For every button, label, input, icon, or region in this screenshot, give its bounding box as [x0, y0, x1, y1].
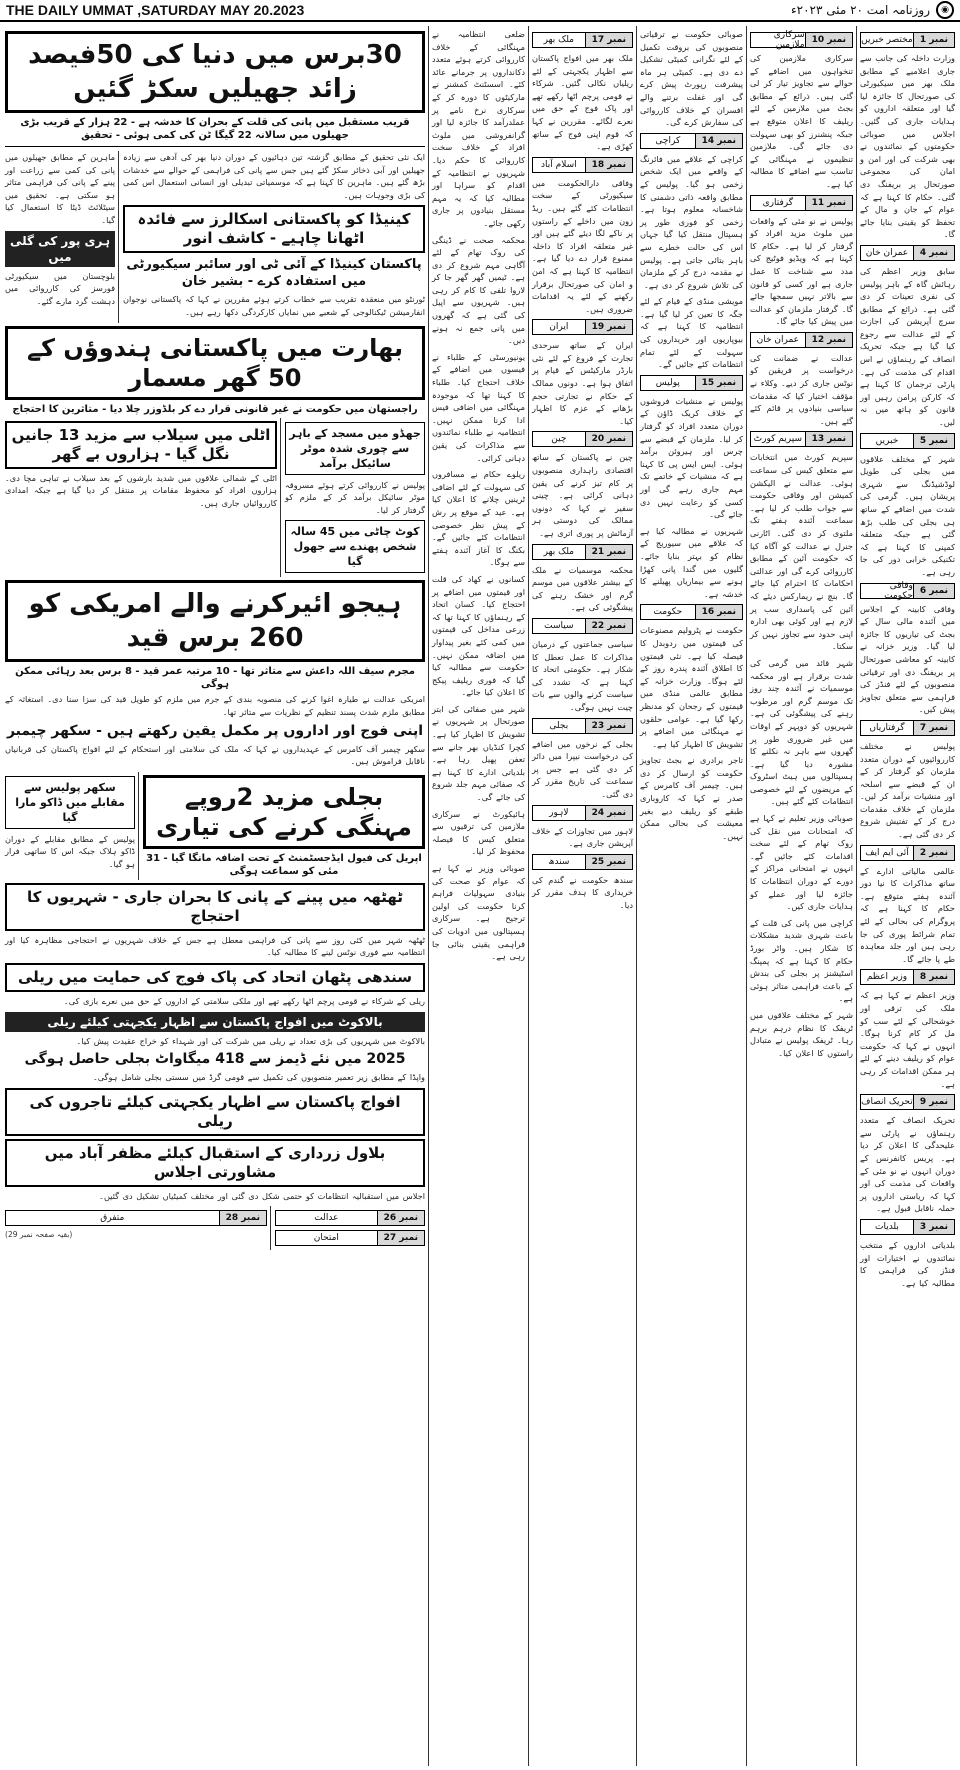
feature-row-2	[5, 418, 425, 578]
article-text: سرکاری ملازمین کی تنخواہوں میں اضافے کے حوالے سے تجاویز تیار کر لی گئی ہیں۔ ذرائع کے مطابق بجٹ میں ملازمین کے لئے ریلیف کا اعلان متوقع ہے جبکہ پنشنرز کو بھی سہولت دی جائے گی۔ ملازمین تنظیموں نے مہنگائی کے تناسب سے اضافے کا مطالبہ کیا ہے۔	[750, 53, 853, 189]
masthead-urdu-text: روزنامہ امت ۲۰ مئی ۲۰۲۳ء	[790, 3, 930, 17]
box-column	[285, 418, 425, 578]
army-headline: اپنی فوج اور اداروں پر مکمل یقین رکھتے ہیں - سکھر چیمبر	[6, 722, 424, 739]
article-text: تحریک انصاف کے متعدد رہنماؤں نے پارٹی سے علیحدگی کا اعلان کر دیا ہے۔ پریس کانفرنس کے دوران انہوں نے نو مئی کے واقعات کی مذمت کی اور کہا کہ ریاستی اداروں پر حملہ ناقابل قبول ہے۔	[860, 1115, 955, 1214]
india-headline: بھارت میں پاکستانی ہندوؤں کے 50 گھر مسمار	[5, 326, 425, 400]
article-text: سپریم کورٹ میں انتخابات سے متعلق کیس کی سماعت ہوئی۔ عدالت نے الیکشن کمیشن اور وفاقی حکومت سے جواب طلب کر لیا ہے۔ سماعت آئندہ ہفتے تک ملتوی کر دی گئی۔ اٹارنی جنرل نے عدالت کو آگاہ کیا کہ حکومت آئین کے مطابق کارروائی کرے گی اور عدالتی احکامات کا احترام کیا جائے گا۔ بنچ نے ریمارکس دیئے کہ آئین کی پاسداری سب پر لازم ہے اور کوئی بھی ادارہ اپنی حدود سے تجاوز نہیں کر سکتا۔	[750, 452, 853, 652]
news-box: کوٹ چاٹی میں 45 سالہ شخص پھندے سے جھول گیا	[285, 520, 425, 573]
article-text: لاہور میں تجاوزات کے خلاف آپریشن جاری ہے۔	[532, 825, 633, 849]
page-tag: نمبر 26 عدالت	[275, 1210, 425, 1226]
power-subheadline: اپریل کی فیول ایڈجسٹمنٹ کے تحت اضافہ مانگا گیا - 31 مئی کو سماعت ہوگی	[146, 852, 422, 877]
article-text: امریکی عدالت نے طیارہ اغوا کرنے کی منصوبہ بندی کے جرم میں ملزم کو طویل قید کی سزا سنا دی۔ استغاثہ کے مطابق ملزم شدت پسند تنظیم کے نظریات سے متاثر تھا۔	[5, 694, 425, 717]
feature-row-3	[5, 772, 425, 880]
page-tag: نمبر 23 بجلی	[532, 718, 633, 734]
feature-right-block	[5, 151, 119, 323]
page-tag: نمبر 10 سرکاری ملازمین	[750, 32, 853, 48]
article-text: پولیس نے منشیات فروشوں کے خلاف کریک ڈاؤن کے دوران متعدد افراد کو گرفتار کر لیا۔ ملزمان کے قبضے سے چرس اور ہیروئن برآمد ہوئی۔ ایس ایس پی کا کہنا ہے کہ منشیات کے خاتمے تک مہم جاری رہے گی اور کسی کو رعایت نہیں دی جائے گی۔	[640, 395, 743, 520]
article-text: ریلی کے شرکاء نے قومی پرچم اٹھا رکھے تھے اور ملکی سلامتی کے اداروں کے حق میں نعرے بازی کی۔	[63, 995, 425, 1006]
india-subheadline: راجستھان میں حکومت نے غیر قانونی قرار دے کر بلڈوزر چلا دیا - متاثرین کا احتجاج	[12, 403, 418, 415]
article-text: پولیس نے کارروائی کرتے ہوئے مسروقہ موٹر سائیکل برآمد کر کے ملزم کو گرفتار کر لیا۔	[285, 479, 425, 515]
column-news-d	[428, 26, 528, 1766]
dams-headline: 2025 میں نئے ڈیمز سے 418 میگاواٹ بجلی حاصل ہوگی	[24, 1051, 406, 1068]
page-tag: نمبر 2 آئی ایم ایف	[860, 845, 955, 861]
page-tag: نمبر 24 لاہور	[532, 805, 633, 821]
page-tag: نمبر 22 سیاست	[532, 618, 633, 634]
page-tag: نمبر 3 بلدیات	[860, 1219, 955, 1235]
page-tag: نمبر 1 مختصر خبریں	[860, 32, 955, 48]
newspaper-page	[2, 26, 958, 1766]
headline-inverse: ہری پور کی گلی میں	[5, 231, 115, 267]
page-tag: نمبر 14 کراچی	[640, 133, 743, 149]
page-tag: نمبر 18 اسلام آباد	[532, 157, 633, 173]
article-text: شہر قائد میں گرمی کی شدت برقرار ہے اور محکمہ موسمیات نے آئندہ چند روز تک موسم گرم اور مرطوب رہنے کی پیشگوئی کی ہے۔ شہریوں کو دوپہر کے اوقات میں غیر ضروری طور پر گھروں سے باہر نہ نکلنے کا مشورہ دیا گیا ہے۔ ہسپتالوں میں ہیٹ اسٹروک کے مریضوں کے لئے خصوصی انتظامات کئے گئے ہیں۔	[750, 657, 853, 807]
article-text: حکومت نے پٹرولیم مصنوعات کی قیمتوں میں ردوبدل کا فیصلہ کیا ہے۔ نئی قیمتوں کا اطلاق آئندہ پندرہ روز کے لئے ہوگا۔ وزارت خزانہ کے مطابق عالمی منڈی میں قیمتوں کے رجحان کو مدنظر رکھا گیا ہے۔ عوامی حلقوں نے مہنگائی میں اضافے پر تشویش کا اظہار کیا ہے۔	[640, 625, 743, 749]
page-tag: نمبر 7 گرفتاریاں	[860, 720, 955, 736]
page-tag: نمبر 19 ایران	[532, 319, 633, 335]
article-text: ماہرین کے مطابق جھیلوں میں پانی کی کمی سے زراعت اور پینے کے پانی کی فراہمی متاثر ہو سکتی ہے۔ تحقیق میں سیٹلائٹ ڈیٹا کا استعمال کیا گیا۔	[5, 152, 115, 225]
column-page-index	[856, 26, 958, 1766]
masthead-english-title: THE DAILY UMMAT ,SATURDAY MAY 20.2023	[6, 2, 305, 18]
masthead	[0, 0, 960, 22]
article-text: اٹلی کے شمالی علاقوں میں شدید بارشوں کے بعد سیلاب نے تباہی مچا دی۔ ہزاروں افراد کو محفوظ مقامات پر منتقل کر دیا گیا ہے جبکہ امدادی کارروائیاں جاری ہیں۔	[5, 472, 277, 508]
article-text: بلدیاتی اداروں کے منتخب نمائندوں نے اختیارات اور فنڈز کی فراہمی کا مطالبہ کیا ہے۔	[860, 1239, 955, 1288]
page-tag: نمبر 27 امتحان	[275, 1230, 425, 1246]
masthead-urdu-date	[791, 1, 954, 19]
page-tag: نمبر 28 متفرق	[5, 1210, 267, 1226]
article-text: کسانوں نے کھاد کی قلت اور قیمتوں میں اضافے پر احتجاج کیا۔ کسان اتحاد کے رہنماؤں کا کہنا تھا کہ زرعی مداخل کی قیمتوں میں کمی کئے بغیر پیداوار میں اضافہ ممکن نہیں۔ حکومت سے مطالبہ کیا گیا کہ فوری ریلیف پیکج کا اعلان کیا جائے۔	[432, 573, 525, 698]
headline-box: اٹلی میں سیلاب سے مزید 13 جانیں نگل گیا - ہزاروں بے گھر	[5, 421, 277, 469]
article-text: پولیس نے مختلف کارروائیوں کے دوران متعدد ملزمان کو گرفتار کر کے ان کے قبضے سے اسلحہ اور منشیات برآمد کر لیں۔ ملزمان کے خلاف مقدمات درج کر کے تفتیش شروع کر دی گئی ہے۔	[860, 740, 955, 840]
column-news-c	[528, 26, 636, 1766]
feature-left-block	[123, 151, 425, 323]
newspaper-logo-icon: ◉	[936, 1, 954, 19]
article-text: شہر کے مختلف علاقوں میں بجلی کی طویل لوڈشیڈنگ سے شہری پریشان ہیں۔ گرمی کی شدت میں اضافے کے ساتھ ہی بجلی کی طلب بڑھ گئی ہے جبکہ متعلقہ کمپنی کا کہنا ہے کہ تکنیکی خرابی دور کی جا رہی ہے۔	[860, 453, 955, 577]
article-text: بالاکوٹ میں شہریوں کی بڑی تعداد نے ریلی میں شرکت کی اور شہداء کو خراج عقیدت پیش کیا۔	[76, 1035, 425, 1046]
article-text: پولیس کے مطابق مقابلے کے دوران ڈاکو ہلاک جبکہ اس کا ساتھی فرار ہو گیا۔	[5, 833, 135, 869]
flood-block	[5, 418, 281, 578]
hijack-subheadline: مجرم سیف اللہ داعش سے متاثر تھا - 10 مرتبہ عمر قید - 8 برس بعد رہائی ممکن ہوگی	[15, 666, 415, 691]
article-text: صوبائی وزیر تعلیم نے کہا ہے کہ امتحانات میں نقل کی روک تھام کے لئے سخت اقدامات کئے جائیں گے۔ انہوں نے امتحانی مراکز کے دورے کے دوران انتظامات کا جائزہ لیا اور عملے کو ہدایات جاری کیں۔	[750, 813, 853, 912]
article-text: تاجر برادری نے بجٹ تجاویز حکومت کو ارسال کر دی ہیں۔ چیمبر آف کامرس کے صدر نے کہا کہ کاروباری طبقے کو ریلیف دیے بغیر معیشت کی بحالی ممکن نہیں۔	[640, 755, 743, 841]
article-text: ٹھٹھہ شہر میں کئی روز سے پانی کی فراہمی معطل ہے جس کے خلاف شہریوں نے احتجاجی مظاہرہ کیا اور انتظامیہ سے فوری نوٹس لینے کا مطالبہ کیا۔	[5, 934, 425, 958]
article-text: سندھ حکومت نے گندم کی خریداری کا ہدف مقرر کر دیا۔	[532, 874, 633, 910]
headline: پاکستان کینیڈا کے آئی ٹی اور سائبر سیکیورٹی میں استفادہ کرے - بشیر خان	[126, 257, 422, 290]
hijack-headline: ہیجو ائیرکرنے والے امریکی کو 260 برس قید	[5, 580, 425, 662]
page-tag: نمبر 12 عمران خان	[750, 332, 853, 348]
headline-box: ٹھٹھہ میں پینے کے پانی کا بحران جاری - شہریوں کا احتجاج	[5, 883, 425, 931]
divider	[5, 146, 425, 147]
article-text: واپڈا کے مطابق زیر تعمیر منصوبوں کی تکمیل سے قومی گرڈ میں سستی بجلی شامل ہوگی۔	[92, 1072, 425, 1083]
article-text: محکمہ صحت نے ڈینگی کی روک تھام کے لئے آگاہی مہم شروع کر دی ہے۔ ٹیمیں گھر گھر جا کر لاروا تلفی کا کام کر رہی ہیں۔ شہریوں سے اپیل کی گئی ہے کہ گھروں میں پانی جمع نہ ہونے دیں۔	[432, 234, 525, 346]
column-news-a	[746, 26, 856, 1766]
tag-column	[275, 1206, 425, 1250]
feature-area	[2, 26, 428, 1766]
article-text: بلوچستان میں سیکیورٹی فورسز کی کارروائی میں دہشت گرد مارے گئے۔	[5, 270, 115, 306]
article-text: عدالت نے ضمانت کی درخواست پر فریقین کو نوٹس جاری کر دیے۔ وکلاء نے مؤقف اختیار کیا کہ مقدمات سیاسی بنیادوں پر قائم کئے گئے ہیں۔	[750, 352, 853, 426]
article-text: وزارت داخلہ کی جانب سے جاری اعلامیے کے مطابق ملک بھر میں سیکیورٹی کی صورتحال کا جائزہ لیا گیا اور متعلقہ اداروں کو ہدایات جاری کی گئیں۔ اجلاس میں صوبائی حکومتوں کے نمائندوں نے بھی شرکت کی اور امن و امان کی مجموعی صورتحال پر بریفنگ دی گئی۔ حکام کا کہنا ہے کہ عوام کے جان و مال کے تحفظ کو یقینی بنایا جائے گا۔	[860, 53, 955, 240]
page-tag: نمبر 4 عمران خان	[860, 245, 955, 261]
article-text: سکھر چیمبر آف کامرس کے عہدیداروں نے کہا کہ ملک کی سلامتی اور استحکام کے لئے افواج پاکستان کی قربانیاں ناقابل فراموش ہیں۔	[5, 743, 425, 767]
headline-box: بلاول زرداری کے استقبال کیلئے مظفر آباد میں مشاورتی اجلاس	[5, 1139, 425, 1187]
article-text: سیاسی جماعتوں کے درمیان مذاکرات کا عمل تعطل کا شکار ہے۔ حکومتی اتحاد کا کہنا ہے کہ تشدد کی سیاست کرنے والوں سے بات چیت نہیں ہوگی۔	[532, 638, 633, 712]
headline-box: کینیڈا کو پاکستانی اسکالرز سے فائدہ اٹھانا چاہیے - کاشف انور	[123, 205, 425, 253]
column-news-b	[636, 26, 746, 1766]
police-box-block	[5, 772, 139, 880]
power-headline: بجلی مزید 2روپے مہنگی کرنے کی تیاری	[143, 775, 425, 849]
article-text: پولیس نے نو مئی کے واقعات میں ملوث مزید افراد کو گرفتار کر لیا ہے۔ حکام کا کہنا ہے کہ ویڈیو فوٹیج کی مدد سے شناخت کا عمل جاری ہے اور کسی کو قانون سے بالاتر نہیں سمجھا جائے گا۔ گرفتار ملزمان کو عدالت میں پیش کیا جائے گا۔	[750, 215, 853, 327]
article-text: کراچی کے علاقے میں فائرنگ کے واقعے میں ایک شخص زخمی ہو گیا۔ پولیس کے مطابق واقعہ ذاتی دشمنی کا شاخسانہ معلوم ہوتا ہے۔ زخمی کو فوری طور پر ہسپتال منتقل کیا گیا جہاں اس کی حالت خطرے سے باہر بتائی جاتی ہے۔ پولیس نے مقدمہ درج کر کے ملزمان کی تلاش شروع کر دی ہے۔	[640, 153, 743, 290]
lead-headline: 30برس میں دنیا کی 50فیصد زائد جھیلیں سکڑ گئیں	[5, 31, 425, 113]
continued-note: (بقیہ صفحہ نمبر 29)	[5, 1230, 73, 1240]
power-block	[143, 772, 425, 880]
page-tag: نمبر 9 تحریک انصاف	[860, 1094, 955, 1110]
lead-subheadline: قریب مستقبل میں پانی کی قلت کے بحران کا خدشہ ہے - 22 ہزار کے قریب بڑی جھیلوں میں سالانہ 22 گیگا ٹن کی کمی ہوئی - تحقیق	[20, 117, 410, 141]
page-tag: نمبر 16 حکومت	[640, 604, 743, 620]
news-box: سکھر پولیس سے مقابلے میں ڈاکو مارا گیا	[5, 776, 135, 829]
tag-column-2	[5, 1206, 271, 1250]
article-text: کراچی میں پانی کی قلت کے باعث شہری شدید مشکلات کا شکار ہیں۔ واٹر بورڈ حکام کا کہنا ہے کہ پمپنگ اسٹیشنز پر بجلی کی بندش کے باعث فراہمی متاثر ہوئی ہے۔	[750, 917, 853, 1004]
news-box: جھڈو میں مسجد کے باہر سے چوری شدہ موٹر سائیکل برآمد	[285, 422, 425, 475]
article-text: مویشی منڈی کے قیام کے لئے جگہ کا تعین کر لیا گیا ہے۔ انتظامیہ کا کہنا ہے کہ بیوپاریوں اور خریداروں کی سہولت کے لئے تمام انتظامات کئے جائیں گے۔	[640, 296, 743, 370]
page-tag: نمبر 20 چین	[532, 431, 633, 447]
article-text: ایک نئی تحقیق کے مطابق گزشتہ تین دہائیوں کے دوران دنیا بھر کی آدھی سے زیادہ جھیلیں اور آبی ذخائر سکڑ گئے ہیں جس سے پانی کی فراہمی کے حوالے سے خدشات بڑھ گئے ہیں۔ ماہرین کا کہنا ہے کہ موسمیاتی تبدیلی اور انسانی استعمال اس کمی کی بڑی وجوہات ہیں۔	[123, 152, 425, 200]
article-text: وفاقی دارالحکومت میں سیکیورٹی کے سخت انتظامات کئے گئے ہیں۔ ریڈ زون میں داخلے کے راستوں پر ناکے لگا دیئے گئے ہیں اور غیر متعلقہ افراد کا داخلہ ممنوع قرار دے دیا گیا ہے۔ انتظامیہ کا کہنا ہے کہ امن و امان کی صورتحال برقرار رکھنے کے لئے یہ اقدامات ضروری ہیں۔	[532, 177, 633, 314]
article-text: وفاقی کابینہ کے اجلاس میں آئندہ مالی سال کے بجٹ کی تیاریوں کا جائزہ لیا گیا۔ وزیر خزانہ نے کابینہ کو معاشی صورتحال پر بریفنگ دی اور ترقیاتی منصوبوں کے لئے فنڈز کی فراہمی سے متعلق تجاویز پیش کیں۔	[860, 603, 955, 715]
feature-row-4	[5, 1206, 425, 1250]
article-text: چین نے پاکستان کے ساتھ اقتصادی راہداری منصوبوں پر کام تیز کرنے کی یقین دہانی کرائی ہے۔ چینی سفیر نے کہا کہ دونوں ممالک کی دوستی ہر آزمائش پر پوری اتری ہے۔	[532, 452, 633, 538]
article-text: ایران کے ساتھ سرحدی تجارت کے فروغ کے لئے نئی بارڈر مارکیٹس کے قیام پر اتفاق ہوا ہے۔ دونوں ممالک کے حکام نے تجارتی حجم بڑھانے کے عزم کا اظہار کیا۔	[532, 340, 633, 426]
article-text: شہریوں نے مطالبہ کیا ہے کہ علاقے میں سیوریج کے نظام کو بہتر بنایا جائے۔ گلیوں میں گندا پانی کھڑا ہونے سے بیماریاں پھیلنے کا خدشہ ہے۔	[640, 525, 743, 599]
page-tag: نمبر 25 سندھ	[532, 854, 633, 870]
article-text: ضلعی انتظامیہ نے مہنگائی کے خلاف کارروائی کرتے ہوئے متعدد دکانداروں پر جرمانے عائد کئے۔ اسسٹنٹ کمشنر نے مارکیٹوں کا دورہ کر کے سرکاری نرخ نامے پر عملدرآمد کا جائزہ لیا اور گرانفروشی میں ملوث افراد کے خلاف سخت کارروائی کا حکم دیا۔ شہریوں نے انتظامیہ کے اقدام کو سراہا اور مطالبہ کیا کہ یہ مہم مستقل بنیادوں پر جاری رکھی جائے۔	[432, 29, 525, 228]
article-text: محکمہ موسمیات نے ملک کے بیشتر علاقوں میں موسم گرم اور خشک رہنے کی پیشگوئی کی ہے۔	[532, 564, 633, 613]
page-tag: نمبر 15 پولیس	[640, 375, 743, 391]
article-text: یونیورسٹی کے طلباء نے فیسوں میں اضافے کے خلاف احتجاج کیا۔ طلباء کا کہنا تھا کہ موجودہ مہنگائی میں اضافی فیس ادا کرنا ممکن نہیں۔ انتظامیہ نے طلباء نمائندوں سے مذاکرات کی یقین دہانی کرائی۔	[432, 351, 525, 463]
balakot-headline: بالاکوٹ میں افواج پاکستان سے اظہار یکجہتی کیلئے ریلی	[5, 1012, 425, 1032]
page-tag: نمبر 13 سپریم کورٹ	[750, 431, 853, 447]
headline-box: سندھی پٹھان اتحاد کی پاک فوج کی حمایت میں ریلی	[5, 963, 425, 992]
page-tag: نمبر 6 وفاقی حکومت	[860, 583, 955, 599]
article-text: صوبائی حکومت نے ترقیاتی منصوبوں کی بروقت تکمیل کے لئے نگرانی کمیٹی تشکیل دے دی ہے۔ کمیٹی ہر ماہ پیشرفت رپورٹ پیش کرے گی اور غفلت برتنے والے افسران کے خلاف کارروائی کی سفارش کرے گی۔	[640, 29, 743, 128]
feature-row-1	[5, 151, 425, 323]
page-tag: نمبر 17 ملک بھر	[532, 32, 633, 48]
article-text: اجلاس میں استقبالیہ انتظامات کو حتمی شکل دی گئی اور مختلف کمیٹیاں تشکیل دی گئیں۔	[99, 1190, 425, 1201]
article-text: ملک بھر میں افواج پاکستان سے اظہار یکجہتی کے لئے ریلیاں نکالی گئیں۔ شرکاء نے قومی پرچم اٹھا رکھے تھے اور پاک فوج کے حق میں نعرے لگائے۔ مقررین نے کہا کہ قوم اپنی فوج کے ساتھ کھڑی ہے۔	[532, 53, 633, 152]
article-text: ریلوے حکام نے مسافروں کی سہولت کے لئے اضافی ٹرینیں چلانے کا اعلان کیا ہے۔ عید کے موقع پر رش کے پیش نظر خصوصی انتظامات کئے جائیں گے۔ بکنگ کا آغاز آئندہ ہفتے سے ہوگا۔	[432, 469, 525, 568]
article-text: ٹورنٹو میں منعقدہ تقریب سے خطاب کرتے ہوئے مقررین نے کہا کہ پاکستانی نوجوان انفارمیشن ٹیکنالوجی کے شعبے میں نمایاں کارکردگی دکھا رہے ہیں۔	[123, 294, 425, 317]
article-text: صوبائی وزیر نے کہا ہے کہ عوام کو صحت کی بنیادی سہولیات فراہم کرنا حکومت کی اولین ترجیح ہے۔ سرکاری ہسپتالوں میں ادویات کی فراہمی یقینی بنائی جا رہی ہے۔	[432, 863, 525, 962]
article-text: سابق وزیر اعظم کی رہائش گاہ کے باہر پولیس کی نفری تعینات کر دی گئی ہے۔ ذرائع کے مطابق سرچ آپریشن کی اجازت کے لئے عدالت سے رجوع کیا گیا ہے جبکہ تحریک انصاف کے رہنماؤں نے اس اقدام کی مذمت کی ہے۔ پارٹی ترجمان کا کہنا ہے کہ کارکن پرامن رہیں اور قانون کو ہاتھ میں نہ لیں۔	[860, 265, 955, 428]
article-text: وزیر اعظم نے کہا ہے کہ ملک کی ترقی اور خوشحالی کے لئے سب کو مل کر کام کرنا ہوگا۔ انہوں نے کہا کہ حکومت عوام کو ریلیف دینے کے لئے ہر ممکن اقدامات کر رہی ہے۔	[860, 990, 955, 1089]
page-tag: نمبر 21 ملک بھر	[532, 544, 633, 560]
article-text: بجلی کے نرخوں میں اضافے کی درخواست نیپرا میں دائر کر دی گئی ہے جس پر سماعت کی تاریخ مقرر کر دی گئی۔	[532, 738, 633, 799]
page-tag: نمبر 8 وزیر اعظم	[860, 969, 955, 985]
article-text: شہر میں صفائی کی ابتر صورتحال پر شہریوں نے تشویش کا اظہار کیا ہے۔ کچرا کنڈیاں بھر جانے سے تعفن پھیل رہا ہے۔ بلدیاتی ادارے کا کہنا ہے کہ صفائی مہم جلد شروع کی جائے گی۔	[432, 703, 525, 803]
article-text: شہر کے مختلف علاقوں میں ٹریفک کا نظام درہم برہم رہا۔ ٹریفک پولیس نے متبادل راستوں کا اعلان کیا۔	[750, 1009, 853, 1058]
article-text: ہائیکورٹ نے سرکاری ملازمین کی ترقیوں سے متعلق کیس کا فیصلہ محفوظ کر لیا۔	[432, 808, 525, 857]
article-text: عالمی مالیاتی ادارے کے ساتھ مذاکرات کا نیا دور آئندہ ہفتے متوقع ہے۔ حکام کا کہنا ہے کہ پروگرام کی بحالی کے لئے تمام شرائط پوری کی جا رہی ہیں اور جلد معاہدہ طے پا جائے گا۔	[860, 865, 955, 964]
headline-box: افواج پاکستان سے اظہار یکجہتی کیلئے تاجروں کی ریلی	[5, 1088, 425, 1136]
page-tag: نمبر 11 گرفتاری	[750, 195, 853, 211]
page-tag: نمبر 5 خبریں	[860, 433, 955, 449]
